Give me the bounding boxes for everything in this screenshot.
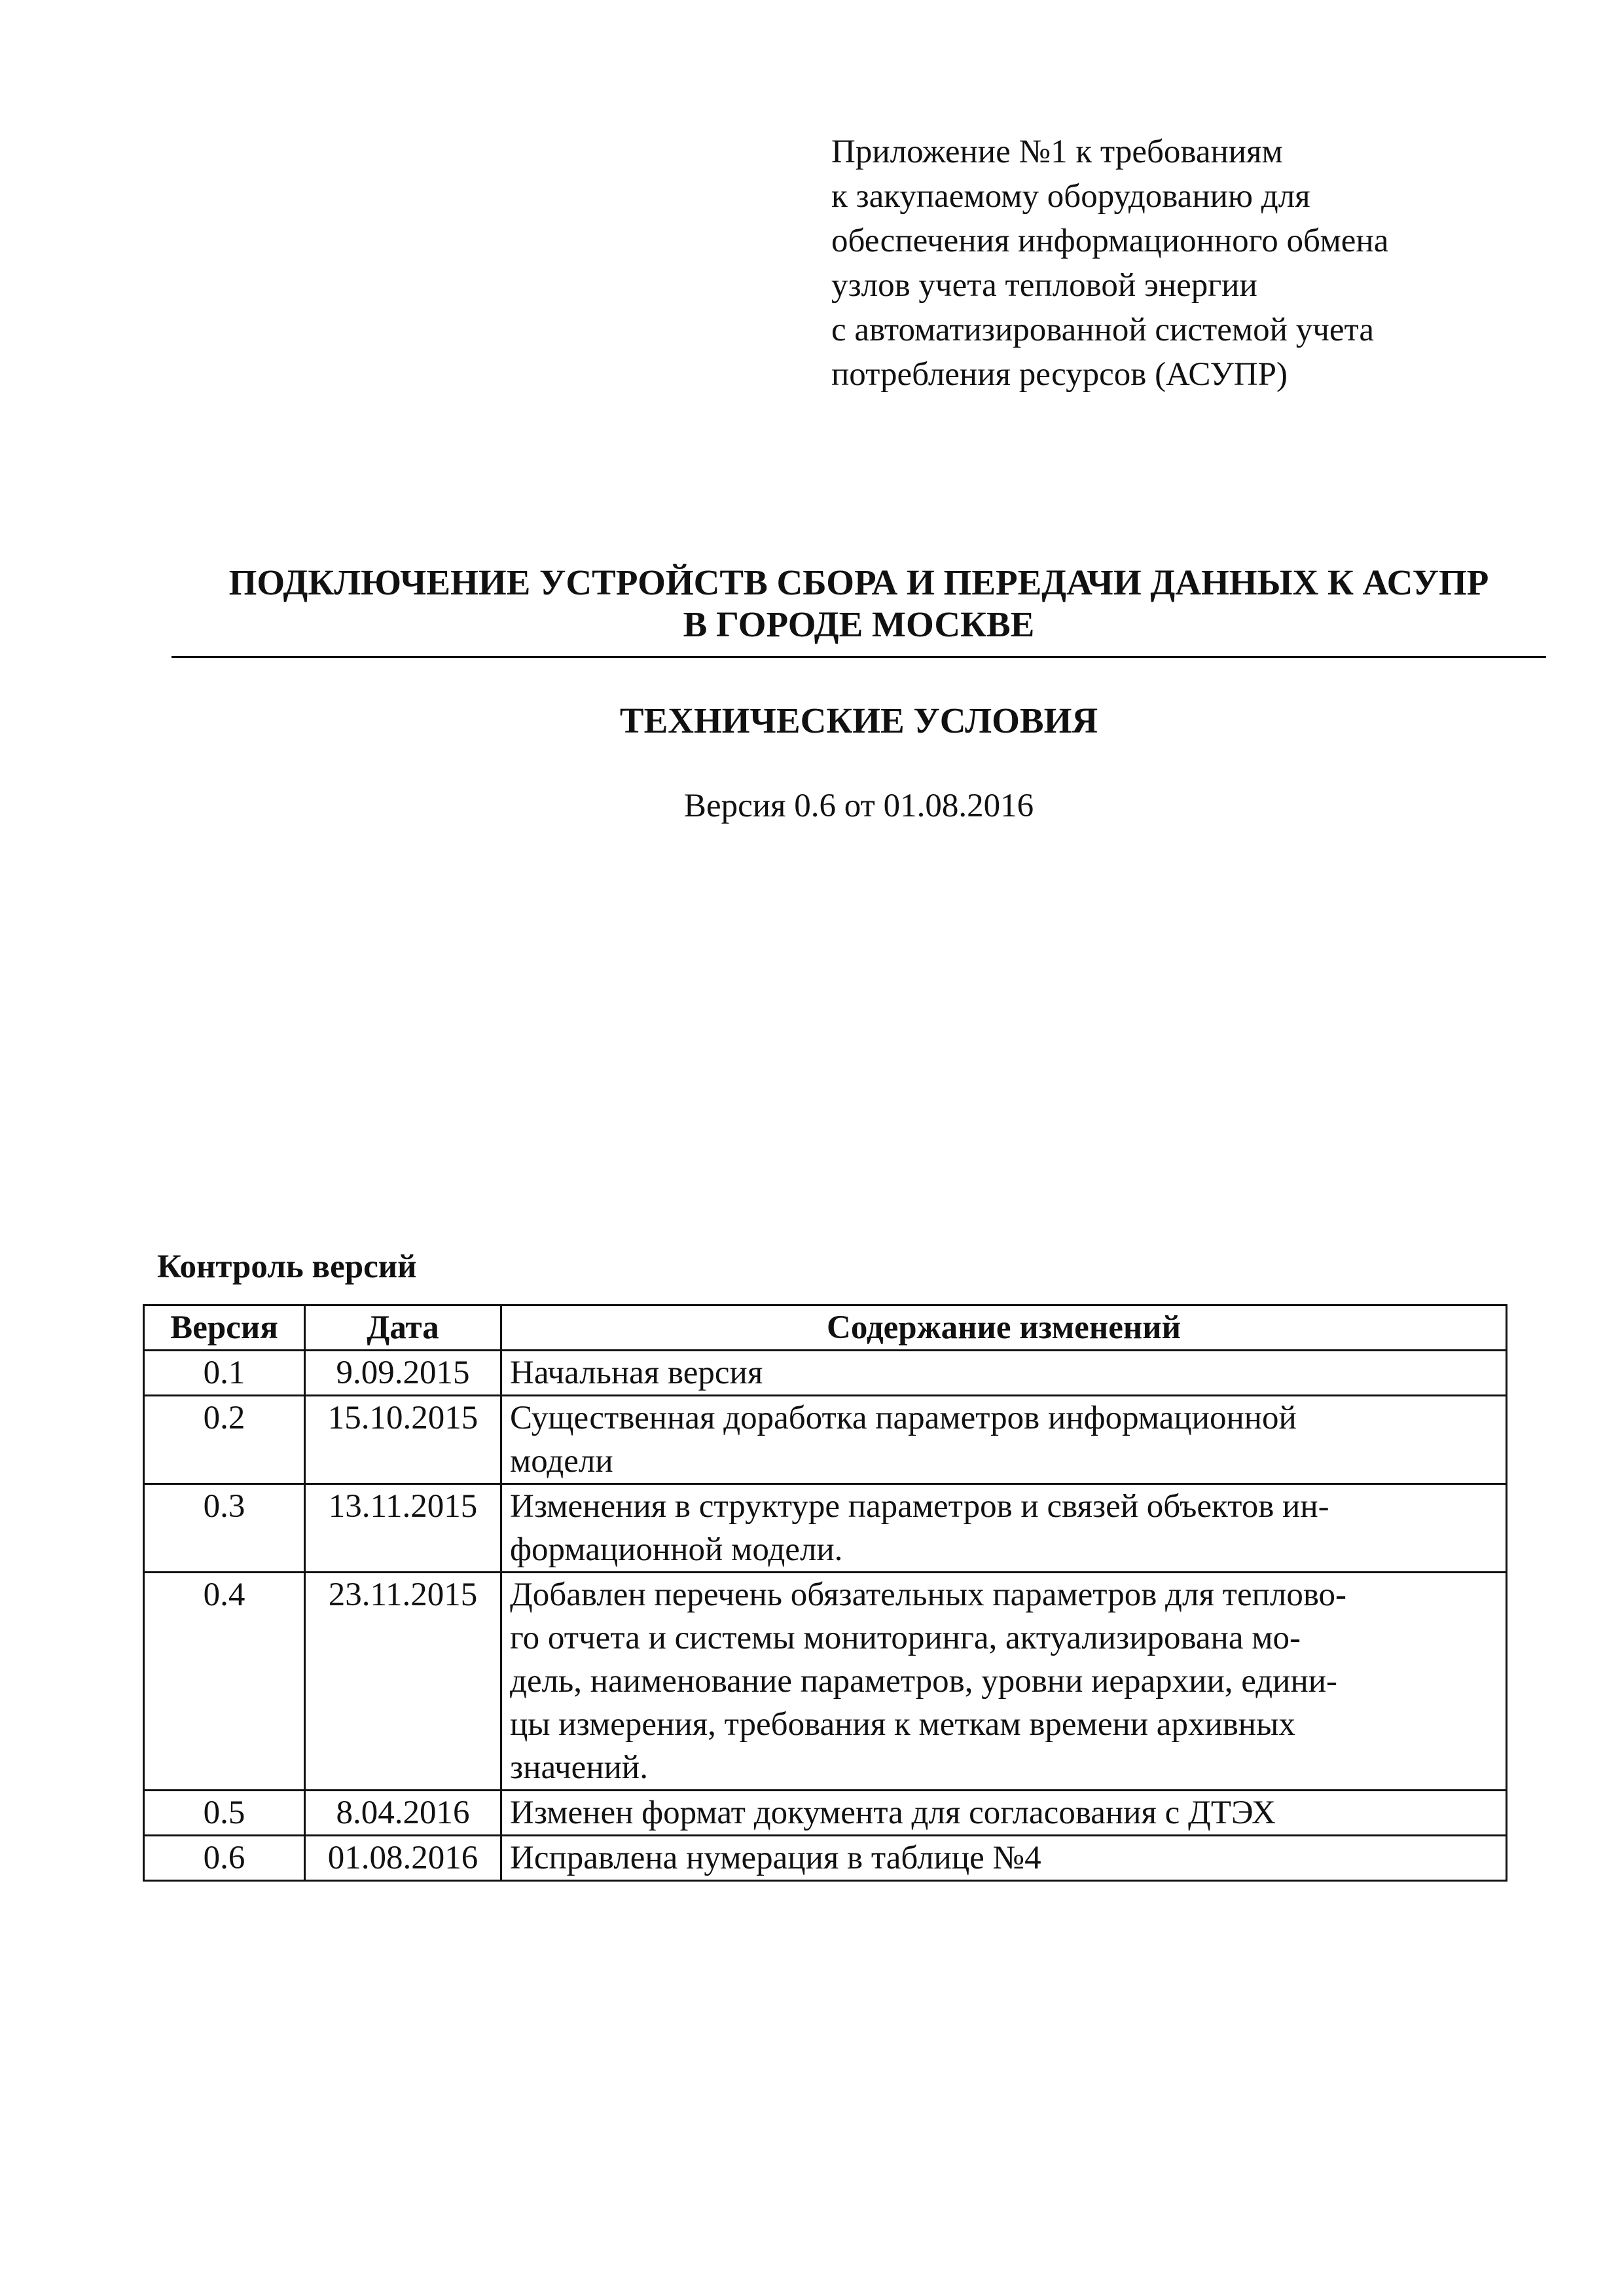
document-title — [171, 562, 1546, 646]
change-line: формационной модели. — [510, 1531, 843, 1568]
cell-changes — [501, 1791, 1507, 1836]
cell-changes — [501, 1396, 1507, 1484]
table-row — [144, 1573, 1507, 1791]
annex-reference — [831, 130, 1551, 397]
annex-line: к закупаемому оборудованию для — [831, 178, 1310, 215]
change-line: Начальная версия — [510, 1355, 763, 1391]
document-version: Версия 0.6 от 01.08.2016 — [683, 788, 1034, 824]
cell-version: 0.2 — [144, 1396, 305, 1484]
change-line: Существенная доработка параметров информационной — [510, 1400, 1297, 1436]
annex-line: обеспечения информационного обмена — [831, 223, 1389, 259]
cell-changes — [501, 1484, 1507, 1573]
change-line: го отчета и системы мониторинга, актуализирована мо- — [510, 1620, 1301, 1656]
column-header-date: Дата — [305, 1305, 501, 1351]
version-control-table — [143, 1304, 1507, 1882]
cell-version: 0.3 — [144, 1484, 305, 1573]
cell-changes — [501, 1351, 1507, 1396]
cell-version: 0.5 — [144, 1791, 305, 1836]
change-line: модели — [510, 1443, 613, 1480]
column-header-version: Версия — [144, 1305, 305, 1351]
table-row — [144, 1836, 1507, 1881]
table-row — [144, 1791, 1507, 1836]
table-row — [144, 1484, 1507, 1573]
cell-date: 8.04.2016 — [305, 1791, 501, 1836]
cell-date: 01.08.2016 — [305, 1836, 501, 1881]
change-line: Исправлена нумерация в таблице №4 — [510, 1840, 1041, 1876]
annex-line: Приложение №1 к требованиям — [831, 134, 1283, 170]
table-row — [144, 1396, 1507, 1484]
cell-version: 0.6 — [144, 1836, 305, 1881]
cell-changes — [501, 1573, 1507, 1791]
cell-date: 15.10.2015 — [305, 1396, 501, 1484]
version-control-heading: Контроль версий — [157, 1248, 417, 1285]
cell-date: 23.11.2015 — [305, 1573, 501, 1791]
annex-line: потребления ресурсов (АСУПР) — [831, 356, 1288, 393]
change-line: дель, наименование параметров, уровни иерархии, едини- — [510, 1663, 1338, 1700]
change-line: значений. — [510, 1749, 648, 1786]
change-line: Изменения в структуре параметров и связей объектов ин- — [510, 1488, 1329, 1525]
cell-version: 0.4 — [144, 1573, 305, 1791]
change-line: Изменен формат документа для согласования с ДТЭХ — [510, 1795, 1276, 1831]
title-divider — [171, 656, 1546, 658]
column-header-changes: Содержание изменений — [501, 1305, 1507, 1351]
change-line: Добавлен перечень обязательных параметров для теплово- — [510, 1576, 1347, 1613]
annex-line: с автоматизированной системой учета — [831, 312, 1375, 348]
title-line-2: В ГОРОДЕ МОСКВЕ — [683, 604, 1035, 644]
cell-version: 0.1 — [144, 1351, 305, 1396]
table-row — [144, 1351, 1507, 1396]
cell-date: 9.09.2015 — [305, 1351, 501, 1396]
cell-changes — [501, 1836, 1507, 1881]
title-line-1: ПОДКЛЮЧЕНИЕ УСТРОЙСТВ СБОРА И ПЕРЕДАЧИ ДАННЫХ К АСУПР — [228, 562, 1489, 602]
document-subtitle: ТЕХНИЧЕСКИЕ УСЛОВИЯ — [619, 701, 1098, 740]
cell-date: 13.11.2015 — [305, 1484, 501, 1573]
annex-line: узлов учета тепловой энергии — [831, 267, 1257, 304]
change-line: цы измерения, требования к меткам времени архивных — [510, 1706, 1295, 1743]
table-header-row — [144, 1305, 1507, 1351]
